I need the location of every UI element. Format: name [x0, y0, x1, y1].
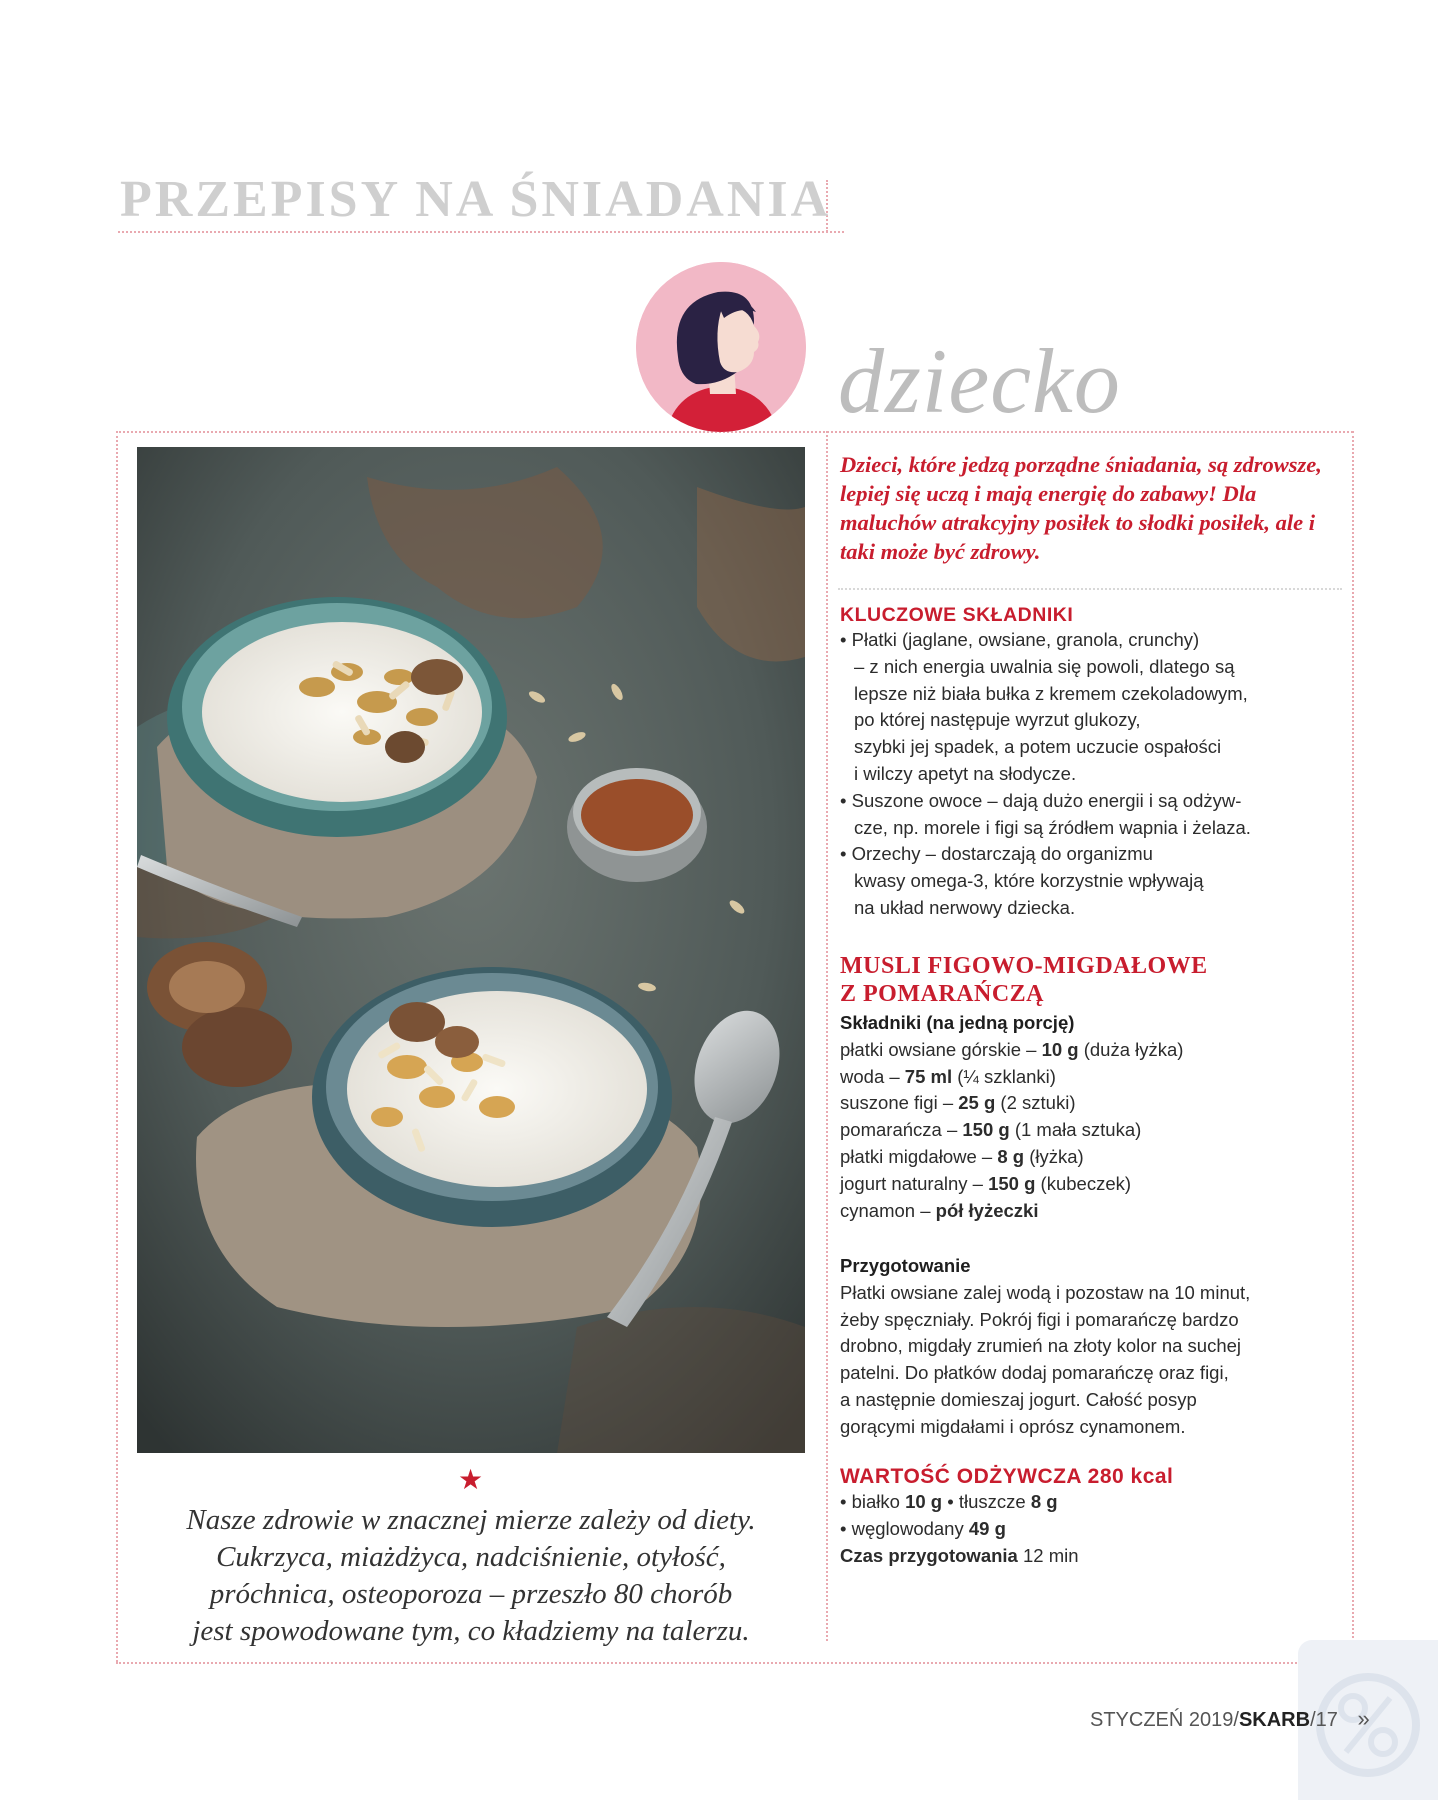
nutrition-section	[840, 1465, 1340, 1569]
ingredient-row	[840, 1198, 1340, 1225]
list-item: lepsze niż biała bułka z kremem czekoladowym,	[854, 682, 1248, 704]
section-title: PRZEPISY NA ŚNIADANIA	[120, 171, 832, 228]
preparation-line: Płatki owsiane zalej wodą i pozostaw na 10 minut,	[840, 1281, 1251, 1303]
breakfast-photo	[137, 447, 805, 1453]
nutrition-heading: WARTOŚĆ ODŻYWCZA 280 kcal	[840, 1465, 1174, 1488]
frame-top	[116, 431, 1353, 433]
ingredient-row	[840, 1037, 1340, 1064]
frame-bottom	[116, 1662, 1353, 1664]
protein-label: • białko	[840, 1491, 906, 1512]
preparation-section	[840, 1253, 1350, 1441]
ingredient-note: (2 sztuki)	[995, 1092, 1076, 1114]
quote-line: Nasze zdrowie w znacznej mierze zależy od diety.	[186, 1504, 756, 1536]
ingredients-section	[840, 1010, 1340, 1224]
audience-label: dziecko	[838, 330, 1121, 432]
star-icon: ★	[458, 1464, 484, 1495]
preparation-heading: Przygotowanie	[840, 1255, 971, 1276]
ingredient-row	[840, 1064, 1340, 1091]
fat-value: 8 g	[1030, 1491, 1058, 1512]
carbs-value: 49 g	[968, 1517, 1006, 1539]
ingredient-name: płatki owsiane górskie –	[840, 1038, 1042, 1060]
quote-line: jest spowodowane tym, co kładziemy na talerzu.	[192, 1615, 750, 1647]
ingredient-name: płatki migdałowe –	[840, 1145, 998, 1167]
fat-label: • tłuszcze	[942, 1491, 1031, 1512]
ingredient-name: jogurt naturalny –	[840, 1172, 989, 1194]
next-page-icon[interactable]: »	[1357, 1706, 1370, 1731]
ingredient-amount: pół łyżeczki	[935, 1199, 1039, 1221]
list-item: po której następuje wyrzut glukozy,	[854, 709, 1141, 731]
issue-date: STYCZEŃ 2019/	[1090, 1709, 1239, 1731]
frame-left	[116, 431, 118, 1662]
list-item: – z nich energia uwalnia się powoli, dlatego są	[854, 655, 1235, 677]
nutrition-values	[840, 1489, 1340, 1569]
ingredient-row	[840, 1090, 1340, 1117]
list-item: cze, np. morele i figi są źródłem wapnia i żelaza.	[854, 816, 1251, 838]
ingredient-note: (łyżka)	[1024, 1145, 1084, 1167]
nutrition-row	[840, 1489, 1340, 1516]
magazine-name: SKARB	[1238, 1709, 1311, 1731]
nutrition-row	[840, 1516, 1340, 1543]
list-item: i wilczy apetyt na słodycze.	[854, 762, 1077, 784]
intro-text: Dzieci, które jedzą porządne śniadania, są zdrowsze, lepiej się uczą i mają energię do zabawy! Dla maluchów atrakcyjny posiłek to słodki posiłek, ale i taki może być zdrowy.	[840, 452, 1322, 564]
ingredient-amount: 25 g	[958, 1092, 996, 1114]
frame-right	[1352, 431, 1354, 1662]
carbs-label: • węglowodany	[840, 1517, 969, 1539]
preparation-line: gorącymi migdałami i oprósz cynamonem.	[840, 1415, 1186, 1437]
preparation-line: żeby spęczniały. Pokrój figi i pomarańczę bardzo	[840, 1308, 1239, 1330]
list-item: kwasy omega-3, które korzystnie wpływają	[854, 870, 1204, 892]
quote-line: próchnica, osteoporoza – przeszło 80 chorób	[209, 1578, 733, 1610]
ingredient-name: suszone figi –	[840, 1092, 959, 1114]
intro-divider	[838, 588, 1342, 590]
list-item: • Orzechy – dostarczają do organizmu	[840, 843, 1153, 865]
column-divider	[826, 431, 828, 1641]
pull-quote	[137, 1502, 805, 1650]
ingredient-name: woda –	[840, 1065, 905, 1087]
ingredient-row	[840, 1117, 1340, 1144]
page-footer	[1090, 1706, 1370, 1732]
recipe-title-line: Z POMARAŃCZĄ	[840, 981, 1044, 1007]
ingredient-amount: 10 g	[1041, 1038, 1079, 1060]
ingredient-name: cynamon –	[840, 1199, 936, 1221]
key-ingredients-list	[840, 627, 1340, 922]
quote-line: Cukrzyca, miażdżyca, nadciśnienie, otyłość,	[216, 1541, 726, 1573]
title-underline	[118, 231, 844, 233]
list-item: • Płatki (jaglane, owsiane, granola, crunchy)	[840, 629, 1200, 650]
list-item: szybki jej spadek, a potem uczucie ospałości	[854, 736, 1222, 758]
ingredient-row	[840, 1144, 1340, 1171]
key-ingredients-section	[840, 604, 1340, 922]
prep-time-value: 12 min	[1017, 1544, 1079, 1566]
recipe-title	[840, 952, 1340, 1008]
girl-profile-icon	[636, 262, 806, 432]
list-item: na układ nerwowy dziecka.	[854, 896, 1076, 918]
ingredient-note: (¼ szklanki)	[952, 1065, 1056, 1087]
preparation-text	[840, 1280, 1350, 1441]
ingredients-heading: Składniki (na jedną porcję)	[840, 1012, 1075, 1033]
preparation-line: drobno, migdały zrumień na złoty kolor na suchej	[840, 1335, 1242, 1357]
preparation-line: patelni. Do płatków dodaj pomarańczę oraz figi,	[840, 1362, 1229, 1384]
prep-time-row	[840, 1543, 1340, 1570]
ingredient-name: pomarańcza –	[840, 1119, 963, 1141]
key-ingredients-heading: KLUCZOWE SKŁADNIKI	[840, 604, 1074, 626]
ingredient-amount: 8 g	[997, 1145, 1025, 1167]
list-item: • Suszone owoce – dają dużo energii i są odżyw-	[840, 789, 1242, 811]
preparation-line: a następnie domieszaj jogurt. Całość posyp	[840, 1388, 1197, 1410]
ingredient-amount: 150 g	[962, 1119, 1010, 1141]
ingredient-note: (kubeczek)	[1035, 1172, 1132, 1194]
ingredient-note: (duża łyżka)	[1078, 1038, 1184, 1060]
ingredient-note: (1 mała sztuka)	[1009, 1119, 1142, 1141]
protein-value: 10 g	[905, 1491, 943, 1512]
ingredient-amount: 150 g	[988, 1172, 1036, 1194]
page-number: /17	[1310, 1709, 1338, 1731]
ingredient-row	[840, 1171, 1340, 1198]
ingredients-list	[840, 1037, 1340, 1225]
recipe-title-line: MUSLI FIGOWO-MIGDAŁOWE	[840, 953, 1208, 979]
ingredient-amount: 75 ml	[904, 1065, 953, 1087]
prep-time-label: Czas przygotowania	[840, 1544, 1018, 1566]
